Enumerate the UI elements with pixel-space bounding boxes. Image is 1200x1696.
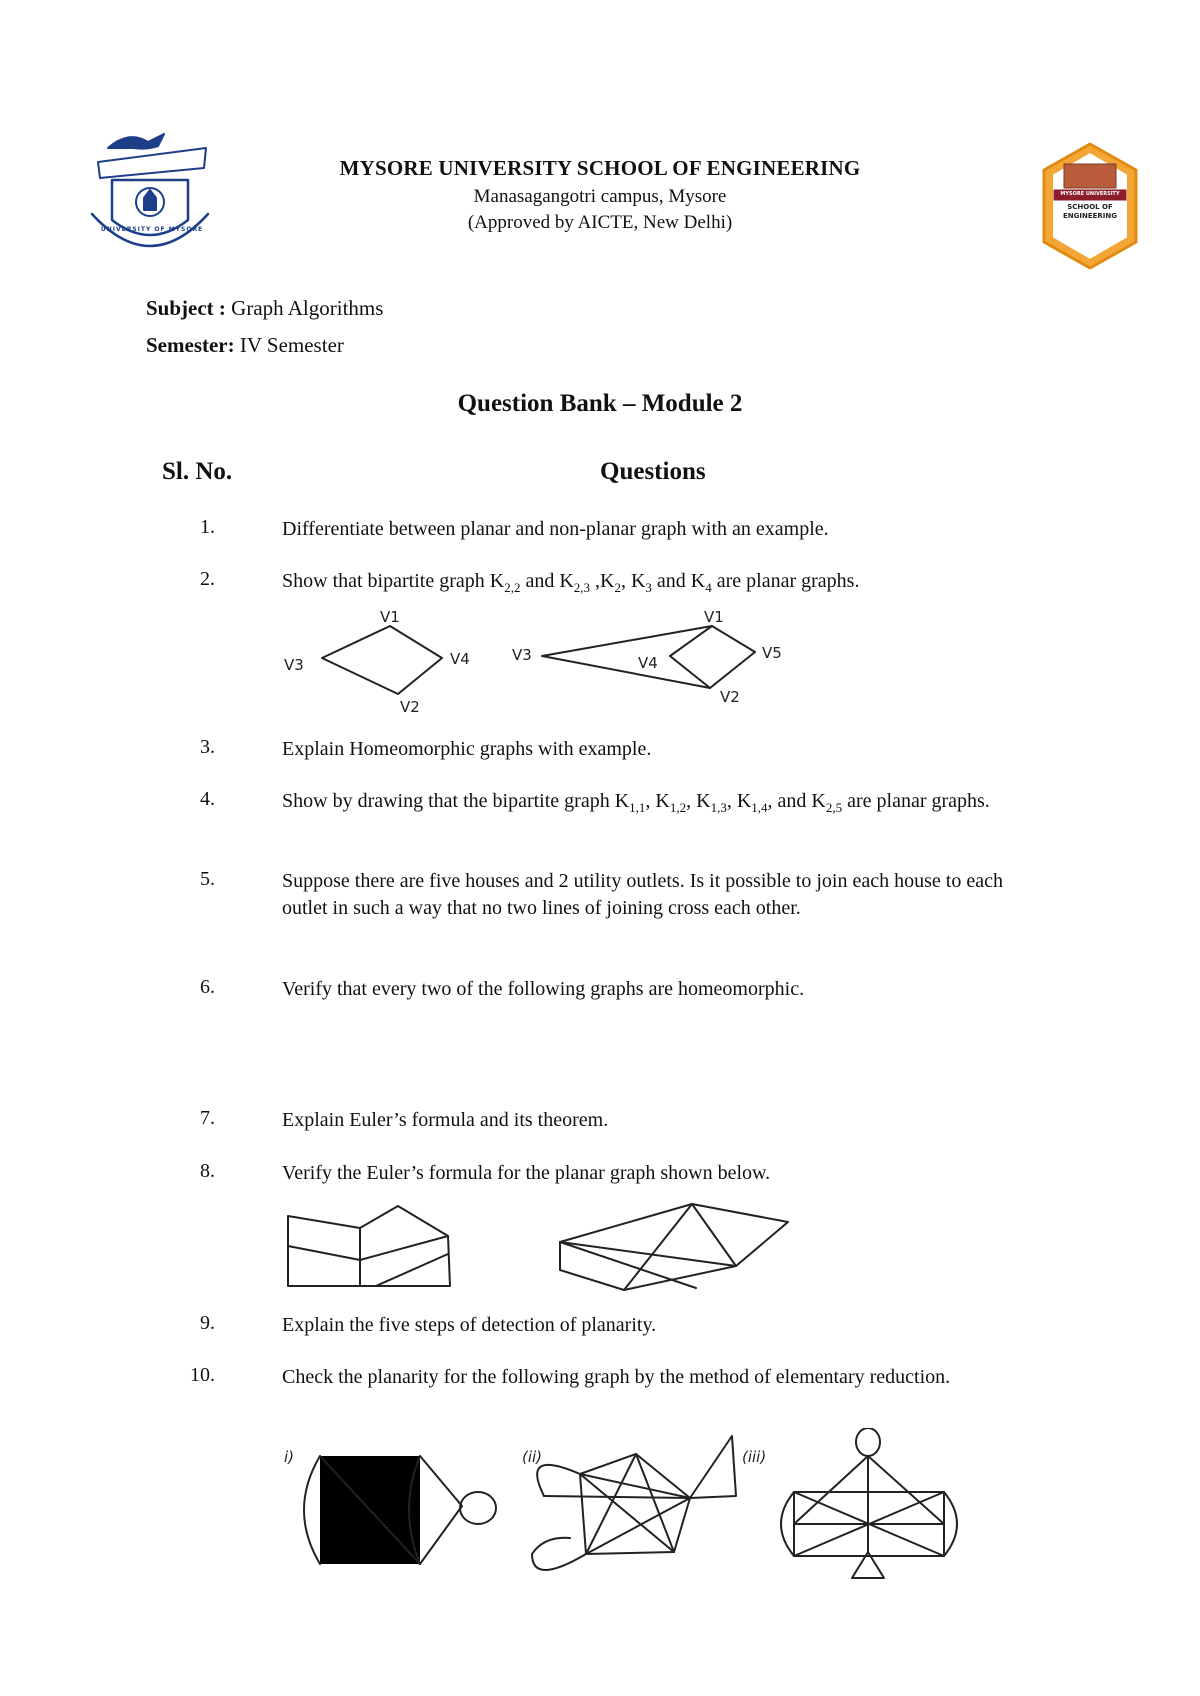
graph-label: V5 (762, 644, 782, 662)
graph-label: V4 (638, 654, 658, 672)
question-number: 5. (200, 868, 215, 890)
right-logo-line-1: MYSORE UNIVERSITY (1060, 191, 1120, 197)
question-text: Verify that every two of the following graphs are homeomorphic. (282, 978, 805, 1000)
q2-graph-diagrams (280, 608, 840, 718)
question-number: 1. (200, 516, 215, 538)
campus-line: Manasagangotri campus, Mysore (473, 186, 727, 207)
graph-label: V1 (704, 608, 724, 626)
question-number: 8. (200, 1160, 215, 1182)
institution-name: MYSORE UNIVERSITY SCHOOL OF ENGINEERING (339, 156, 861, 180)
graph-label: V1 (380, 608, 400, 626)
graph-label: V4 (450, 650, 470, 668)
semester-label: Semester: (146, 333, 235, 357)
question-number: 6. (200, 976, 215, 998)
graph-label: i) (284, 1448, 295, 1466)
page-title: Question Bank – Module 2 (457, 390, 743, 417)
question-number: 9. (200, 1312, 215, 1334)
graph-label: V2 (400, 698, 420, 716)
semester-value: IV Semester (239, 333, 344, 357)
graph-label: (ii) (522, 1448, 543, 1466)
graph-label: V3 (512, 646, 532, 664)
q2-graph1-edges (322, 626, 442, 694)
question-text: Check the planarity for the following graph by the method of elementary reduction. (282, 1366, 951, 1388)
q8-graph1-edges (288, 1206, 450, 1286)
question-text: Explain the five steps of detection of planarity. (282, 1314, 657, 1336)
question-number: 3. (200, 736, 215, 758)
q10-graph-diagrams (280, 1428, 980, 1588)
question-text: Show by drawing that the bipartite graph $K_{1,1}$, $K_{1,2}$, $K_{1,3}$, $K_{1,4}$, and $K_{2,5}$ are planar graphs. (282, 790, 990, 815)
approval-line: (Approved by AICTE, New Delhi) (467, 212, 733, 233)
column-header-sl-no: Sl. No. (162, 458, 233, 485)
q10-graph2-outer (580, 1454, 690, 1554)
subject-label: Subject : (146, 296, 226, 320)
graph-label: (iii) (742, 1448, 767, 1466)
question-number: 10. (190, 1364, 215, 1386)
subject-row (146, 296, 383, 321)
column-header-questions: Questions (600, 458, 706, 485)
question-text: Explain Homeomorphic graphs with example. (282, 738, 652, 760)
question-text: Differentiate between planar and non-planar graph with an example. (282, 518, 829, 540)
question-number: 4. (200, 788, 215, 810)
left-logo-text: UNIVERSITY OF MYSORE (100, 226, 204, 233)
question-text: Explain Euler’s formula and its theorem. (282, 1109, 609, 1131)
question-text: Show that bipartite graph $K_{2,2}$ and $K_{2,3}$ $,K_2$, $K_3$ and $K_4$ are planar graphs. (282, 570, 860, 595)
question-text: Verify the Euler’s formula for the planar graph shown below. (282, 1162, 771, 1184)
question-number: 7. (200, 1107, 215, 1129)
graph-label: V2 (720, 688, 740, 706)
right-logo-line-2: SCHOOL OF (1067, 203, 1113, 211)
right-logo-line-3: ENGINEERING (1062, 212, 1117, 220)
q8-planar-graph-diagrams (280, 1200, 800, 1300)
semester-row (146, 333, 344, 358)
question-number: 2. (200, 568, 215, 590)
question-text: Suppose there are five houses and 2 utility outlets. Is it possible to join each house to each outlet in such a way that no two lines of joining cross each other. (282, 870, 1003, 919)
subject-value: Graph Algorithms (231, 296, 384, 320)
graph-label: V3 (284, 656, 304, 674)
q2-graph2-inner-edges (670, 626, 712, 688)
